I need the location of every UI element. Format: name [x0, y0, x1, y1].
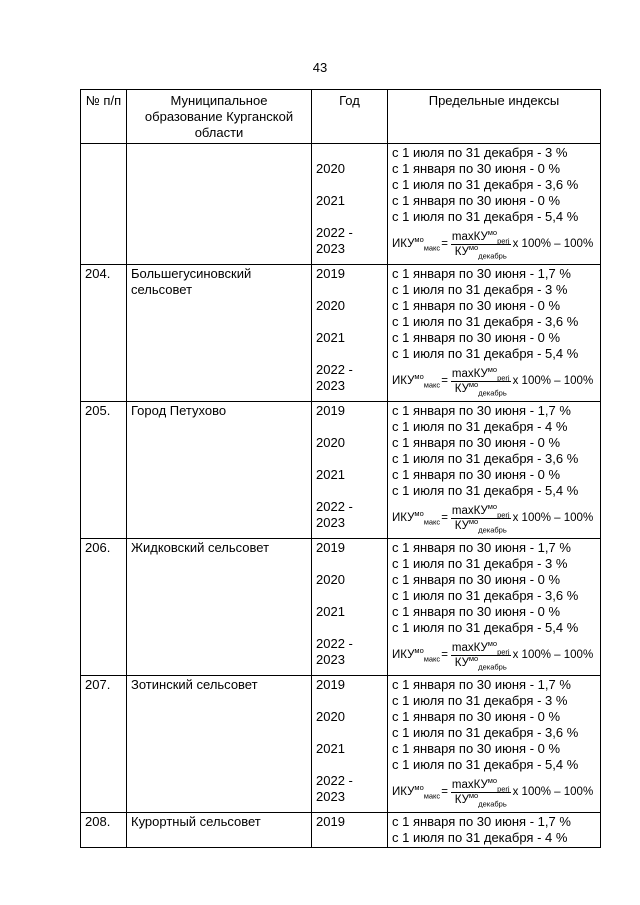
formula-denominator: $КУ^{мо}_{декабрь}$: [454, 516, 507, 534]
formula-numerator: maxКУ$^{мо}_{perj}$: [451, 227, 510, 245]
formula-fraction: [451, 501, 511, 534]
table-row: [81, 676, 601, 813]
formula-tail: x 100% – 100%: [512, 238, 594, 250]
year-item: 2020: [316, 298, 345, 313]
index-line: с 1 января по 30 июня - 0 %: [392, 330, 561, 345]
formula-equals: =: [441, 649, 448, 661]
header-year: Год: [312, 90, 388, 144]
index-line: с 1 января по 30 июня - 0 %: [392, 298, 561, 313]
formula-equals: =: [441, 512, 448, 524]
formula-lhs: $ИКУ^{мо}_{макс}$: [392, 372, 441, 390]
row-indices: [388, 144, 601, 265]
formula-numerator: maxКУ$^{мо}_{perj}$: [451, 775, 510, 793]
year-item: 2019: [316, 540, 345, 555]
formula-tail: x 100% – 100%: [512, 375, 594, 387]
table-row: [81, 265, 601, 402]
index-line: с 1 июля по 31 декабря - 3,6 %: [392, 177, 579, 192]
row-number: [81, 144, 127, 265]
index-line: с 1 января по 30 июня - 0 %: [392, 741, 561, 756]
index-line: с 1 января по 30 июня - 1,7 %: [392, 403, 571, 418]
row-municipality: Город Петухово: [127, 402, 312, 539]
index-line: с 1 июля по 31 декабря - 3 %: [392, 556, 568, 571]
formula-denominator: $КУ^{мо}_{декабрь}$: [454, 790, 507, 808]
index-line: с 1 января по 30 июня - 1,7 %: [392, 540, 571, 555]
formula-lhs: $ИКУ^{мо}_{макс}$: [392, 235, 441, 253]
index-line: с 1 января по 30 июня - 0 %: [392, 572, 561, 587]
year-item: 2019: [316, 677, 345, 692]
row-number: 208.: [81, 813, 127, 848]
row-municipality: Жидковский сельсовет: [127, 539, 312, 676]
index-line: с 1 июля по 31 декабря - 3 %: [392, 693, 568, 708]
index-line: с 1 июля по 31 декабря - 5,4 %: [392, 346, 579, 361]
index-line: с 1 января по 30 июня - 0 %: [392, 467, 561, 482]
year-list: [316, 540, 383, 674]
row-years: [312, 144, 388, 265]
year-list: [316, 814, 383, 846]
row-municipality: Курортный сельсовет: [127, 813, 312, 848]
year-item: 2022 - 2023: [316, 636, 353, 667]
table-row: [81, 539, 601, 676]
index-line: с 1 января по 30 июня - 1,7 %: [392, 677, 571, 692]
row-indices: [388, 813, 601, 848]
year-item: 2022 - 2023: [316, 499, 353, 530]
row-number: 207.: [81, 676, 127, 813]
formula: [392, 636, 596, 674]
index-line: с 1 июля по 31 декабря - 4 %: [392, 830, 568, 845]
row-years: [312, 676, 388, 813]
row-number: 205.: [81, 402, 127, 539]
year-list: [316, 145, 383, 263]
formula-equals: =: [441, 375, 448, 387]
formula-numerator: maxКУ$^{мо}_{perj}$: [451, 638, 510, 656]
year-item: 2020: [316, 435, 345, 450]
index-line: с 1 января по 30 июня - 0 %: [392, 161, 561, 176]
formula-denominator: $КУ^{мо}_{декабрь}$: [454, 653, 507, 671]
year-item: 2021: [316, 330, 345, 345]
index-line: с 1 июля по 31 декабря - 4 %: [392, 419, 568, 434]
row-municipality: Большегусиновский сельсовет: [127, 265, 312, 402]
formula: [392, 362, 596, 400]
index-line: с 1 января по 30 июня - 0 %: [392, 435, 561, 450]
formula: [392, 225, 596, 263]
index-line: с 1 января по 30 июня - 1,7 %: [392, 266, 571, 281]
formula-fraction: [451, 638, 511, 671]
year-list: [316, 677, 383, 811]
index-line: с 1 января по 30 июня - 1,7 %: [392, 814, 571, 829]
year-item: 2019: [316, 403, 345, 418]
formula-fraction: [451, 364, 511, 397]
year-item: 2022 - 2023: [316, 225, 353, 256]
index-line: с 1 июля по 31 декабря - 5,4 %: [392, 209, 579, 224]
header-municipality: Муниципальное образование Курганской области: [127, 90, 312, 144]
formula: [392, 499, 596, 537]
index-line: с 1 июля по 31 декабря - 5,4 %: [392, 483, 579, 498]
year-item: 2021: [316, 604, 345, 619]
row-indices: [388, 539, 601, 676]
row-years: [312, 539, 388, 676]
index-line: с 1 июля по 31 декабря - 3,6 %: [392, 451, 579, 466]
year-item: 2022 - 2023: [316, 773, 353, 804]
year-item: 2020: [316, 161, 345, 176]
index-line: с 1 июля по 31 декабря - 3,6 %: [392, 725, 579, 740]
table-row-continued: [81, 144, 601, 265]
formula-tail: x 100% – 100%: [512, 649, 594, 661]
table-header-row: [81, 90, 601, 144]
formula-fraction: [451, 227, 511, 260]
row-number: 206.: [81, 539, 127, 676]
formula-fraction: [451, 775, 511, 808]
year-item: 2019: [316, 814, 345, 829]
formula: [392, 773, 596, 811]
row-indices: [388, 402, 601, 539]
year-list: [316, 403, 383, 537]
year-item: 2021: [316, 741, 345, 756]
header-num: № п/п: [81, 90, 127, 144]
year-item: 2020: [316, 709, 345, 724]
row-indices: [388, 265, 601, 402]
year-spacer: [316, 145, 383, 161]
table-row: [81, 402, 601, 539]
index-line: с 1 июля по 31 декабря - 3,6 %: [392, 314, 579, 329]
formula-tail: x 100% – 100%: [512, 786, 594, 798]
year-list: [316, 266, 383, 400]
row-years: [312, 402, 388, 539]
index-line: с 1 января по 30 июня - 0 %: [392, 193, 561, 208]
row-municipality: [127, 144, 312, 265]
year-item: 2021: [316, 193, 345, 208]
index-line: с 1 июля по 31 декабря - 3 %: [392, 282, 568, 297]
row-indices: [388, 676, 601, 813]
formula-numerator: maxКУ$^{мо}_{perj}$: [451, 364, 510, 382]
indices-table: [80, 89, 601, 848]
row-number: 204.: [81, 265, 127, 402]
index-line: с 1 января по 30 июня - 0 %: [392, 604, 561, 619]
year-item: 2022 - 2023: [316, 362, 353, 393]
page-number: 43: [312, 60, 328, 75]
header-indices: Предельные индексы: [388, 90, 601, 144]
formula-lhs: $ИКУ^{мо}_{макс}$: [392, 509, 441, 527]
index-line: с 1 января по 30 июня - 0 %: [392, 709, 561, 724]
year-item: 2019: [316, 266, 345, 281]
formula-equals: =: [441, 238, 448, 250]
year-item: 2021: [316, 467, 345, 482]
row-years: [312, 813, 388, 848]
formula-denominator: $КУ^{мо}_{декабрь}$: [454, 379, 507, 397]
formula-denominator: $КУ^{мо}_{декабрь}$: [454, 242, 507, 260]
row-municipality: Зотинский сельсовет: [127, 676, 312, 813]
formula-equals: =: [441, 786, 448, 798]
formula-numerator: maxКУ$^{мо}_{perj}$: [451, 501, 510, 519]
index-line: с 1 июля по 31 декабря - 5,4 %: [392, 757, 579, 772]
formula-lhs: $ИКУ^{мо}_{макс}$: [392, 646, 441, 664]
formula-tail: x 100% – 100%: [512, 512, 594, 524]
table-row: [81, 813, 601, 848]
table-body: [81, 144, 601, 848]
index-line: с 1 июля по 31 декабря - 5,4 %: [392, 620, 579, 635]
year-item: 2020: [316, 572, 345, 587]
index-line: с 1 июля по 31 декабря - 3 %: [392, 145, 568, 160]
index-line: с 1 июля по 31 декабря - 3,6 %: [392, 588, 579, 603]
formula-lhs: $ИКУ^{мо}_{макс}$: [392, 783, 441, 801]
row-years: [312, 265, 388, 402]
